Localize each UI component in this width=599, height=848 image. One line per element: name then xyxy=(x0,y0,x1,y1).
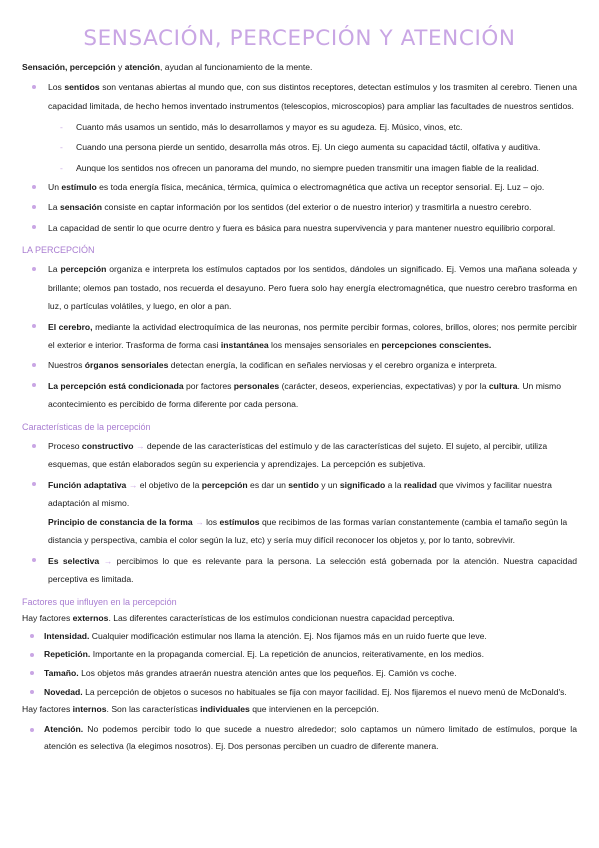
bold-term: realidad xyxy=(403,479,437,490)
perception-list xyxy=(22,260,577,414)
text: Cualquier modificación estimular nos llama la atención. Ej. Nos fijamos más en un ruido fuerte que leve. xyxy=(89,630,487,641)
external-factors-intro xyxy=(22,611,577,626)
text: es toda energía física, mecánica, térmica, química o electromagnética que activa un receptor sensorial. Ej. Luz – ojo. xyxy=(96,182,545,193)
list-item xyxy=(22,665,577,682)
text: que intervienen en la percepción. xyxy=(249,704,379,715)
intro-text: y xyxy=(115,62,125,72)
list-item xyxy=(22,356,577,375)
list-item xyxy=(22,628,577,645)
list-item xyxy=(22,78,577,115)
list-item xyxy=(22,552,577,589)
text: que recibimos de las formas varían constantemente (cambia el tamaño según la distancia y perspectiva, cambia el color según la luz, etc) y sería muy difícil reconocer los objetos y, por lo tanto, sobrevivir. xyxy=(48,516,568,546)
bold-term: percepciones conscientes. xyxy=(381,340,492,351)
bold-term: cultura xyxy=(488,380,518,391)
bold-term: La percepción está condicionada xyxy=(48,380,184,391)
bold-term: órganos sensoriales xyxy=(84,360,169,371)
list-item xyxy=(22,178,577,197)
bold-term: Tamaño. xyxy=(44,667,79,678)
text: La capacidad de sentir lo que ocurre dentro y fuera es básica para nuestra supervivencia y para mantener nuestro equilibrio corporal. xyxy=(48,222,556,233)
dash-item: - Cuando una persona pierde un sentido, desarrolla más otros. Ej. Un ciego aumenta su capacidad táctil, olfativa y auditiva. xyxy=(22,137,577,158)
text: detectan energía, la codifican en señales nerviosas y el cerebro organiza e interpreta. xyxy=(168,360,498,371)
text: consiste en captar información por los sentidos (del exterior o de nuestro interior) y trasmitirla a nuestro cerebro. xyxy=(102,202,532,213)
text: depende de las características del estímulo y de las características del sujeto. El sujeto, al percibir, utiliza esquemas, que están elaborados según su experiencia y aprendizajes. La percepción es subjetiva. xyxy=(48,440,548,470)
list-item xyxy=(22,476,577,550)
section-heading-perception: LA PERCEPCIÓN xyxy=(22,245,95,256)
list-item xyxy=(22,260,577,316)
text: que vivimos y facilitar nuestra adaptación al mismo. xyxy=(48,479,552,509)
text: percibimos lo que es relevante para la persona. La selección está gobernada por la atención. Nuestra capacidad perceptiva es limitada. xyxy=(48,555,577,585)
dash-item: - Cuanto más usamos un sentido, más lo desarrollamos y mayor es su agudeza. Ej. Músico, vinos, etc. xyxy=(22,117,577,138)
bold-term: Novedad. xyxy=(44,686,83,697)
bold-term: instantánea xyxy=(220,340,269,351)
text: (carácter, deseos, experiencias, expectativas) y por la xyxy=(279,380,489,391)
sensation-list-cont xyxy=(22,178,577,237)
text: los xyxy=(206,516,220,527)
list-item xyxy=(22,646,577,663)
bold-term: estímulos xyxy=(219,516,260,527)
text: . Un mismo acontecimiento es percibido de forma diferente por cada persona. xyxy=(48,380,561,410)
list-item xyxy=(22,721,577,755)
bold-term: sensación xyxy=(59,202,102,213)
bold-term: sentido xyxy=(288,479,319,490)
bold-term: individuales xyxy=(200,704,250,715)
text: . Las diferentes características de los estímulos condicionan nuestra capacidad perceptiva. xyxy=(108,612,455,623)
text: No podemos percibir todo lo que sucede a nuestro alrededor; solo captamos un número limitado de estímulos, porque la atención es selectiva (la elegimos nosotros). Ej. Dos personas perciben un cuadro de diferente manera. xyxy=(44,724,577,752)
bold-term: percepción xyxy=(60,264,107,275)
text: . Son las características xyxy=(106,704,201,715)
sense-dash-list xyxy=(22,117,577,179)
section-heading-characteristics: Características de la percepción xyxy=(22,421,151,432)
text: organiza e interpreta los estímulos captados por los sentidos, dándoles un significado. Ej. Vemos una mañana soleada y brillante; olemos pan tostado, nos recuerda el desayuno. Pero fuera solo hay energía electromagnética, que nuestro cerebro trasforma en luz, o partículas volátiles, y luego, en olor a pan. xyxy=(48,264,577,312)
arrow-icon: → xyxy=(133,440,147,451)
list-item xyxy=(22,377,577,414)
text: el objetivo de la xyxy=(139,479,202,490)
characteristics-list xyxy=(22,437,577,589)
bold-term: Atención. xyxy=(44,724,84,735)
list-item xyxy=(22,437,577,474)
bold-term: externos xyxy=(72,612,109,623)
text: Importante en la propaganda comercial. Ej. La repetición de anuncios, reiterativamente, en los medios. xyxy=(90,649,484,660)
bold-term: Función adaptativa xyxy=(48,479,127,490)
text: es dar un xyxy=(247,479,289,490)
text: son ventanas abiertas al mundo que, con sus distintos receptores, detectan estímulos y los trasmiten al cerebro. Tienen una capacidad limitada, de hecho hemos inventado instrumentos (telescopios, microscopios) para ampliar las facultades de nuestros sentidos. xyxy=(48,82,577,111)
arrow-icon: → xyxy=(99,555,117,566)
list-item xyxy=(22,684,577,701)
bold-term: sentidos xyxy=(64,82,100,92)
bold-term: Es selectiva xyxy=(48,555,100,566)
text: La xyxy=(48,202,60,213)
text: Los xyxy=(48,82,65,92)
bold-term: El cerebro, xyxy=(48,321,93,332)
intro-text: , ayudan al funcionamiento de la mente. xyxy=(160,62,313,72)
internal-factors-list xyxy=(22,721,577,755)
bold-term: percepción xyxy=(201,479,248,490)
sensation-list xyxy=(22,78,577,115)
bold-term: Repetición. xyxy=(44,649,91,660)
text: Los objetos más grandes atraerán nuestra atención antes que los pequeños. Ej. Camión vs coche. xyxy=(78,667,457,678)
arrow-icon: → xyxy=(192,516,207,527)
text: Nuestros xyxy=(48,360,85,371)
bold-term: personales xyxy=(233,380,280,391)
text: por factores xyxy=(183,380,234,391)
intro-paragraph xyxy=(22,60,577,74)
text: Hay factores xyxy=(22,704,73,715)
list-item xyxy=(22,219,577,238)
bold-term: estímulo xyxy=(61,182,97,193)
dash-item: - Aunque los sentidos nos ofrecen un panorama del mundo, no siempre pueden transmitir una imagen fiable de la realidad. xyxy=(22,158,577,179)
bold-term: internos xyxy=(72,704,107,715)
text: Un xyxy=(48,182,62,193)
text: y un xyxy=(318,479,340,490)
text: a la xyxy=(385,479,404,490)
section-heading-factors: Factores que influyen en la percepción xyxy=(22,596,177,607)
bold-term: constructivo xyxy=(81,440,134,451)
intro-bold: atención xyxy=(124,62,161,72)
page-title: SENSACIÓN, PERCEPCIÓN Y ATENCIÓN xyxy=(83,26,516,51)
external-factors-list xyxy=(22,628,577,701)
constancy-principle xyxy=(48,513,577,550)
text: mediante la actividad electroquímica de las neuronas, nos permite percibir formas, colores, brillos, olores; nos permite percibir el exterior e interior. Trasforma de forma casi xyxy=(48,321,578,351)
list-item xyxy=(22,198,577,217)
bold-term: Intensidad. xyxy=(44,630,90,641)
text: La xyxy=(48,264,61,275)
bold-term: Principio de constancia de la forma xyxy=(48,516,193,527)
arrow-icon: → xyxy=(126,479,140,490)
text: Proceso xyxy=(48,440,82,451)
list-item xyxy=(22,318,577,355)
intro-bold: Sensación, percepción xyxy=(22,62,116,72)
text: La percepción de objetos o sucesos no habituales se fija con mayor facilidad. Ej. Nos fijaremos el nuevo menú de McDonald's. xyxy=(82,686,567,697)
internal-factors-intro xyxy=(22,702,577,717)
bold-term: significado xyxy=(339,479,386,490)
text: los mensajes sensoriales en xyxy=(268,340,382,351)
text: Hay factores xyxy=(22,612,73,623)
